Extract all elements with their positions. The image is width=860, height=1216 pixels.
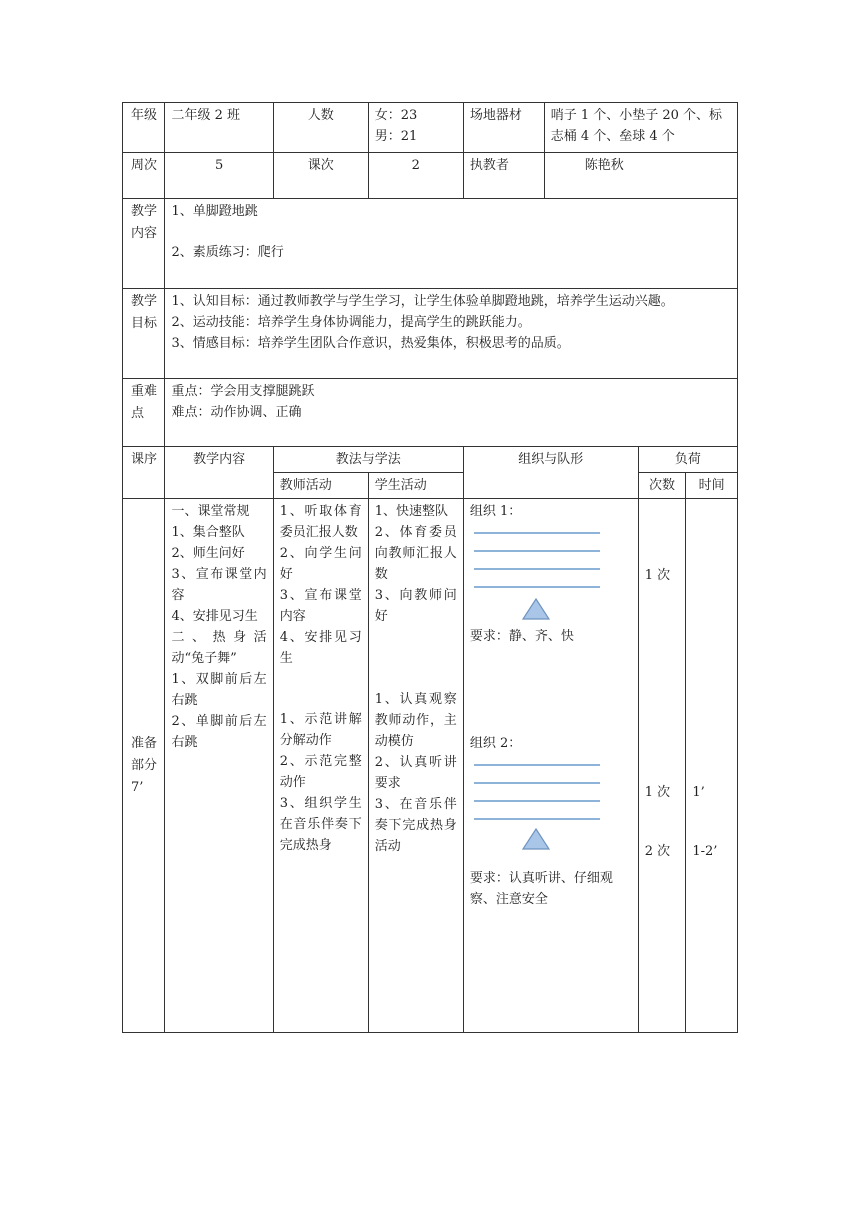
lesson-value: 2: [368, 153, 463, 199]
student-activity-a: 1、快速整队 2、体育委员向教师汇报人数 3、向教师问好: [374, 504, 457, 624]
org2-requirement: 要求：认真听讲、仔细观察、注意安全: [469, 871, 613, 907]
objectives-cell: [165, 289, 738, 379]
col-content: 教学内容: [165, 447, 273, 499]
content-item: 1、单脚蹬地跳: [171, 204, 258, 219]
key-point: 重点：学会用支撑腿跳跃: [171, 384, 315, 399]
time-3: 1-2’: [692, 844, 718, 859]
count-1: 1 次: [644, 568, 671, 583]
col-teacher-activity: 教师活动: [273, 473, 368, 499]
objectives-label: 教学目标: [123, 289, 165, 379]
grade-value: 二年级 2 班: [165, 103, 273, 153]
content-cell: [165, 199, 738, 289]
time-2: 1’: [692, 785, 705, 800]
prep-teacher-activity: [273, 499, 368, 1033]
prep-time: [686, 499, 738, 1033]
grade-label: 年级: [123, 103, 165, 153]
objective-item: 3、情感目标：培养学生团队合作意识，热爱集体，积极思考的品质。: [171, 336, 570, 351]
count-2: 1 次: [644, 785, 671, 800]
formation-line: [474, 568, 600, 570]
org2-label: 组织 2：: [469, 736, 522, 751]
people-value: 女：23 男：21: [368, 103, 463, 153]
formation-diagram-1: [470, 526, 610, 626]
difficulty-point: 难点：动作协调、正确: [171, 405, 302, 420]
week-label: 周次: [123, 153, 165, 199]
formation-line: [474, 800, 600, 802]
prep-content: 一、课堂常规 1、集合整队 2、师生问好 3、宣布课堂内容 4、安排见习生 二、热身活动“兔子舞” 1、双脚前后左右跳 2、单脚前后左右跳: [165, 499, 273, 1033]
formation-line: [474, 818, 600, 820]
prep-label: 准备部分7’: [123, 499, 165, 1033]
prep-count: [638, 499, 686, 1033]
keypoints-row: [123, 379, 738, 447]
org1-requirement: 要求：静、齐、快: [469, 629, 574, 644]
formation-line: [474, 782, 600, 784]
keypoints-cell: [165, 379, 738, 447]
info-row-2: [123, 153, 738, 199]
col-count: 次数: [638, 473, 686, 499]
objective-item: 2、运动技能：培养学生身体协调能力，提高学生的跳跃能力。: [171, 315, 531, 330]
col-load: 负荷: [638, 447, 737, 473]
people-label: 人数: [273, 103, 368, 153]
content-row: [123, 199, 738, 289]
formation-line: [474, 550, 600, 552]
prep-organization: [463, 499, 638, 1033]
info-row-1: [123, 103, 738, 153]
lesson-label: 课次: [273, 153, 368, 199]
col-time: 时间: [686, 473, 738, 499]
equipment-value: 哨子 1 个、小垫子 20 个、标志桶 4 个、垒球 4 个: [544, 103, 737, 153]
column-header-row-1: [123, 447, 738, 473]
objectives-row: [123, 289, 738, 379]
equipment-label: 场地器材: [463, 103, 544, 153]
formation-line: [474, 764, 600, 766]
week-value: 5: [165, 153, 273, 199]
prep-row: [123, 499, 738, 1033]
content-label: 教学内容: [123, 199, 165, 289]
col-order: 课序: [123, 447, 165, 499]
student-activity-b: 1、认真观察教师动作，主动模仿 2、认真听讲要求 3、在音乐伴奏下完成热身活动: [374, 692, 457, 854]
objective-item: 1、认知目标：通过教师教学与学生学习，让学生体验单脚蹬地跳，培养学生运动兴趣。: [171, 294, 674, 309]
count-3: 2 次: [644, 844, 671, 859]
prep-student-activity: [368, 499, 463, 1033]
content-item: 2、素质练习：爬行: [171, 245, 284, 260]
org1-label: 组织 1：: [469, 504, 522, 519]
teacher-value: 陈艳秋: [544, 153, 737, 199]
teacher-activity-a: 1、听取体育委员汇报人数 2、向学生问好 3、宣布课堂内容 4、安排见习生: [279, 504, 362, 666]
col-organization: 组织与队形: [463, 447, 638, 499]
teacher-triangle-icon: [522, 828, 550, 850]
teacher-activity-b: 1、示范讲解分解动作 2、示范完整动作 3、组织学生在音乐伴奏下完成热身: [279, 712, 362, 853]
formation-line: [474, 532, 600, 534]
teacher-triangle-icon: [522, 598, 550, 620]
formation-line: [474, 586, 600, 588]
keypoints-label: 重难点: [123, 379, 165, 447]
formation-diagram-2: [470, 758, 610, 858]
col-methods: 教法与学法: [273, 447, 463, 473]
lesson-plan-table: [122, 102, 738, 1033]
col-student-activity: 学生活动: [368, 473, 463, 499]
teacher-label: 执教者: [463, 153, 544, 199]
